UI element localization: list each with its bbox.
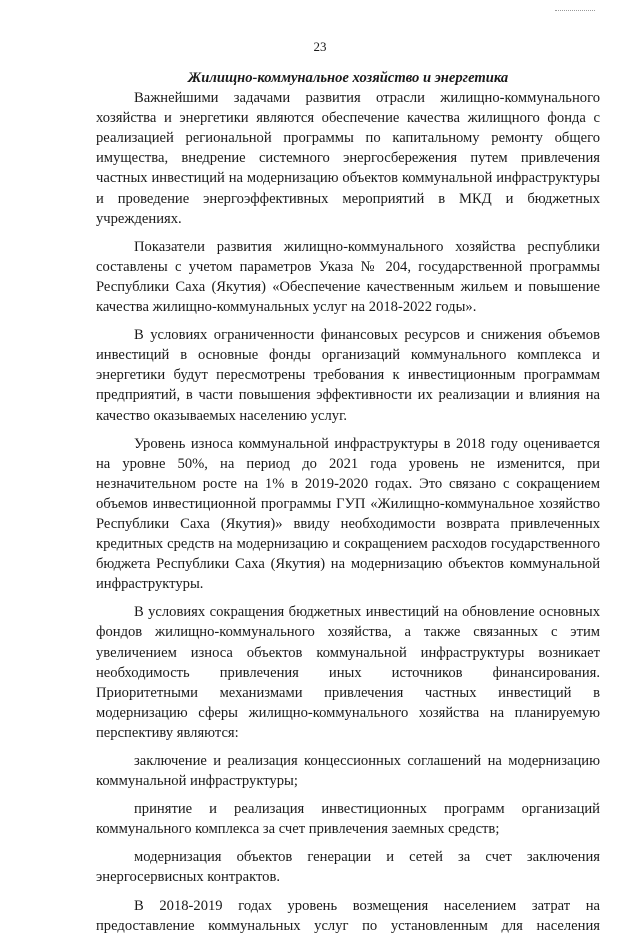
paragraph-tasks: Важнейшими задачами развития отрасли жилищно-коммунального хозяйства и энергетики являются обеспечение качества жилищного фонда с реализацией региональной программы по капитальному ремонту общего имущества, внедрение системного энергосбережения путем привлечения частных инвестиций на модернизацию объектов коммунальной инфраструктуры и проведение энергоэффективных мероприятий в МКД и бюджетных учреждениях. bbox=[96, 90, 600, 227]
paragraph-wear-level: Уровень износа коммунальной инфраструктуры в 2018 году оценивается на уровне 50%, на период до 2021 года уровень не изменится, при незначительном росте на 1% в 2019-2020 годах. Это связано с сокращением объемов инвестиционной программы ГУП «Жилищно-коммунальное хозяйство Республики Саха (Якутия)» ввиду необходимости возврата привлеченных кредитных средств на модернизацию и сокращением расходов государственного бюджета Республики Саха (Якутия) на модернизацию объектов коммунальной инфраструктуры. bbox=[96, 435, 600, 593]
paragraph-cost-recovery: В 2018-2019 годах уровень возмещения населением затрат на предоставление коммунальных услуг по установленным для населения bbox=[96, 897, 600, 934]
scan-corner-mark bbox=[555, 10, 595, 14]
list-item-investment-programs: принятие и реализация инвестиционных программ организаций коммунального комплекса за счет привлечения заемных средств; bbox=[96, 801, 600, 838]
list-item-energy-contracts: модернизация объектов генерации и сетей за счет заключения энергосервисных контрактов. bbox=[96, 849, 600, 886]
list-item-concession: заключение и реализация концессионных соглашений на модернизацию коммунальной инфраструктуры; bbox=[96, 753, 600, 790]
paragraph-limited-resources: В условиях ограниченности финансовых ресурсов и снижения объемов инвестиций в основные фонды организаций коммунального комплекса и энергетики будут пересмотрены требования к инвестиционным программам предприятий, в части повышения эффективности их реализации и влияния на качество оказываемых населению услуг. bbox=[96, 327, 600, 424]
section-body bbox=[96, 68, 600, 936]
paragraph-indicators: Показатели развития жилищно-коммунального хозяйства республики составлены с учетом параметров Указа № 204, государственной программы Республики Саха (Якутия) «Обеспечение качественным жильем и повышение качества жилищно-коммунальных услуг на 2018-2022 годы». bbox=[96, 238, 600, 316]
section-heading: Жилищно-коммунальное хозяйство и энергетика bbox=[187, 70, 509, 86]
paragraph-investment-mechanisms: В условиях сокращения бюджетных инвестиций на обновление основных фондов жилищно-коммунального хозяйства, а также связанных с этим увеличением износа объектов коммунальной инфраструктуры возникает необходимость привлечения иных источников финансирования. Приоритетными механизмами привлечения частных инвестиций в модернизацию сферы жилищно-коммунального хозяйства на планируемую перспективу являются: bbox=[96, 604, 600, 741]
page-number: 23 bbox=[313, 39, 327, 54]
